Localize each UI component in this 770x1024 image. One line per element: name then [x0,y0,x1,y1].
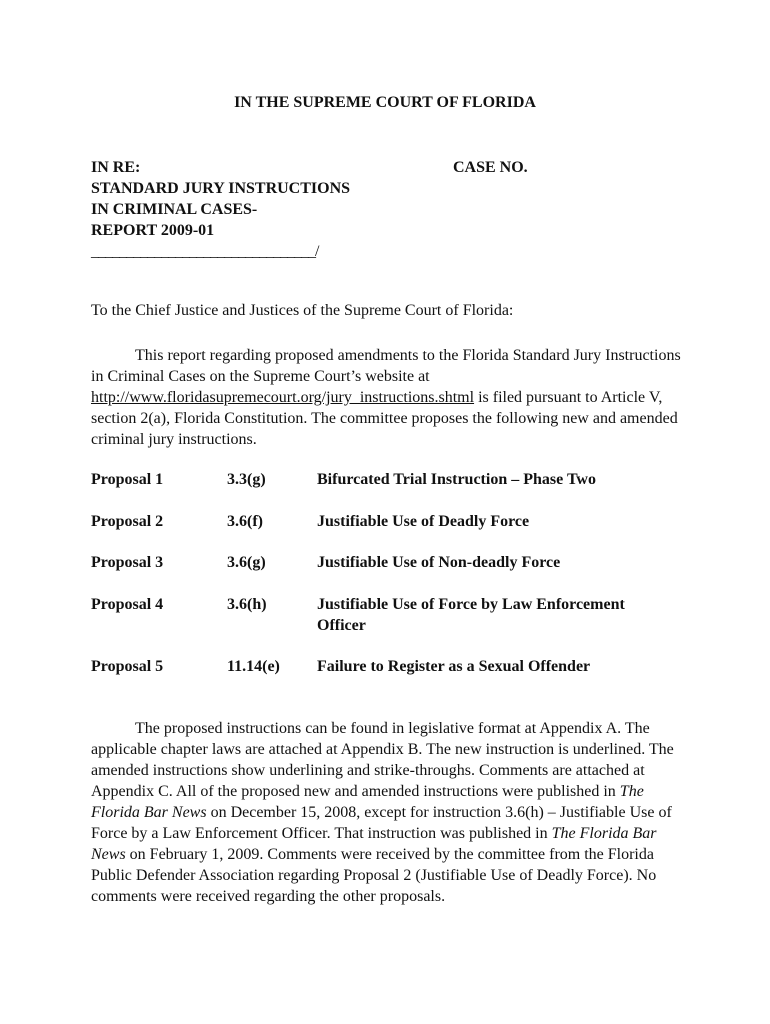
proposal-number: Proposal 4 [91,596,164,613]
proposal-code: 3.6(g) [227,554,266,571]
caption-line-title: STANDARD JURY INSTRUCTIONS [91,180,351,197]
caption-line-report: REPORT 2009-01 [91,222,215,239]
publication-name: The Florida Bar News [91,825,657,863]
proposal-title: Failure to Register as a Sexual Offender [317,658,591,675]
proposal-number: Proposal 3 [91,554,164,571]
body-text-3: on February 1, 2009. Comments were received by the committee from the Florida Public Defender Association regarding Proposal 2 (Justifiable Use of Deadly Force). No comments were received regarding the other proposals. [91,846,657,905]
court-heading: IN THE SUPREME COURT OF FLORIDA [234,94,536,111]
caption-line-subtitle: IN CRIMINAL CASES- [91,201,258,218]
intro-paragraph [91,345,691,450]
proposal-number: Proposal 2 [91,513,164,530]
body-paragraph [91,718,691,907]
proposal-code: 3.6(f) [227,513,263,530]
proposal-number: Proposal 5 [91,658,164,675]
caption-signature-line: ________________________________/ [91,243,319,260]
publication-name: The Florida Bar News [91,783,644,821]
body-text-1: The proposed instructions can be found in legislative format at Appendix A. The applicable chapter laws are attached at Appendix B. The new instruction is underlined. The amended instructions show underlining and strike-throughs. Comments are attached at Appendix C. All of the proposed new and amended instructions were published in [91,720,674,800]
jury-instructions-link[interactable]: http://www.floridasupremecourt.org/jury_instructions.shtml [91,389,475,406]
proposal-title: Justifiable Use of Force by Law Enforcement Officer [317,596,625,634]
intro-text-1: This report regarding proposed amendments to the Florida Standard Jury Instructions in Criminal Cases on the Supreme Court’s website at [91,347,681,385]
body-text-2: on December 15, 2008, except for instruction 3.6(h) – Justifiable Use of Force by a Law Enforcement Officer. That instruction was published in [91,804,672,842]
proposal-number: Proposal 1 [91,471,164,488]
case-number-label: CASE NO. [453,159,528,176]
proposal-title: Justifiable Use of Deadly Force [317,513,530,530]
salutation: To the Chief Justice and Justices of the Supreme Court of Florida: [91,302,514,319]
caption-line-in-re: IN RE: [91,159,141,176]
proposal-code: 3.6(h) [227,596,267,613]
proposal-code: 3.3(g) [227,471,266,488]
proposal-title: Justifiable Use of Non-deadly Force [317,554,561,571]
case-caption [91,157,350,262]
intro-text-2: is filed pursuant to Article V, section 2(a), Florida Constitution. The committee proposes the following new and amended criminal jury instructions. [91,389,678,448]
proposal-title: Bifurcated Trial Instruction – Phase Two [317,471,596,488]
proposal-code: 11.14(e) [227,658,280,675]
